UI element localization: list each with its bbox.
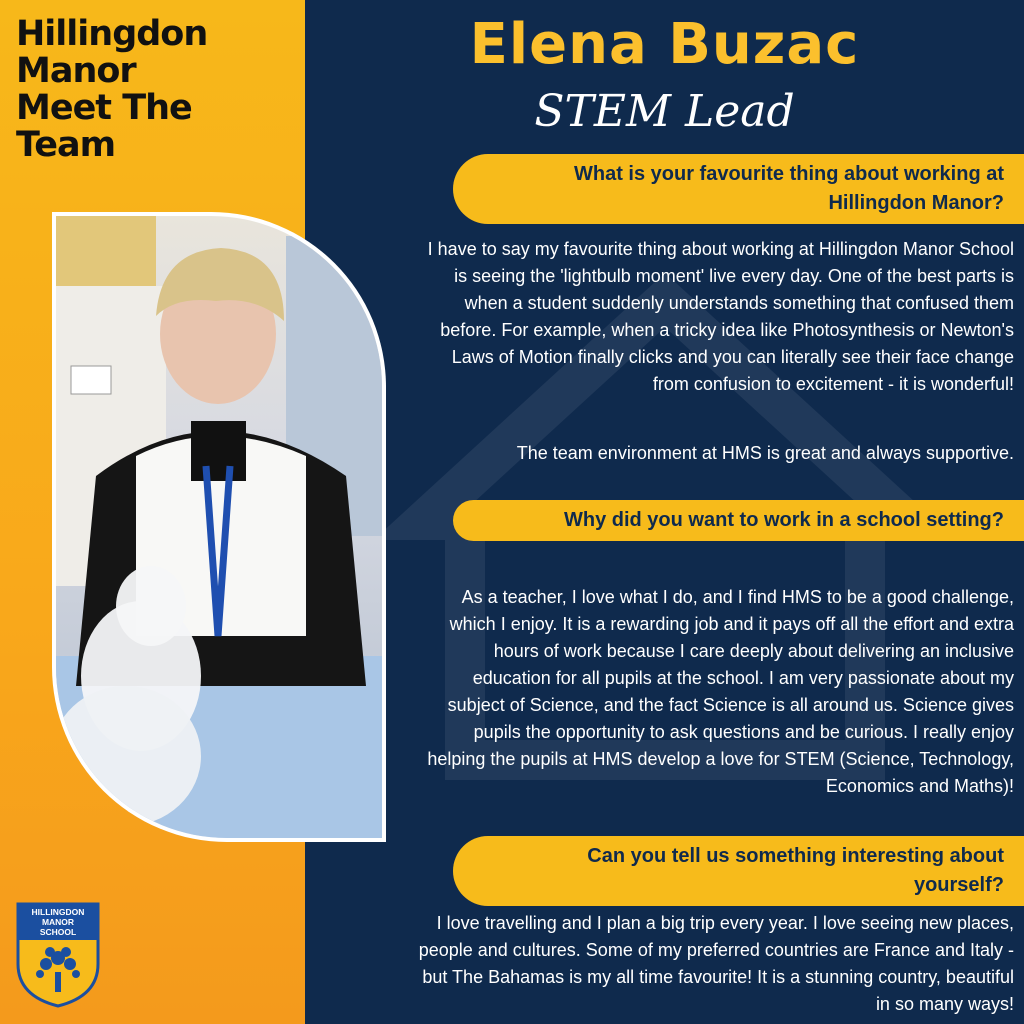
answer-text: I have to say my favourite thing about working at Hillingdon Manor School is seeing the 'lightbulb moment' live every day. One of the best parts is when a student suddenly understands something that confused them before. For example, when a tricky idea like Photosynthesis or Newton's Laws of Motion finally clicks and you can literally see their face change from confusion to excitement - it is wonderful! <box>427 239 1014 394</box>
brand-title <box>16 16 296 164</box>
answer-text: The team environment at HMS is great and always supportive. <box>516 443 1014 463</box>
question-banner: Can you tell us something interesting about yourself? <box>453 836 1024 906</box>
staff-name: Elena Buzac <box>469 12 860 77</box>
question-banner: Why did you want to work in a school setting? <box>453 500 1024 541</box>
staff-photo-illustration <box>56 216 382 838</box>
photo-frame <box>52 212 386 842</box>
brand-title-line: Meet The <box>16 88 192 128</box>
staff-photo <box>56 216 382 838</box>
brand-title-line: Manor <box>16 51 136 91</box>
answer-text: As a teacher, I love what I do, and I find HMS to be a good challenge, which I enjoy. It is a rewarding job and it pays off all the effort and extra hours of work because I care deeply about delivering an inclusive education for all pupils at the school. I am very passionate about my subject of Science, and the fact Science is all around us. Science gives pupils the opportunity to ask questions and be curious. I really enjoy helping the pupils at HMS develop a love for STEM (Science, Technology, Economics and Maths)! <box>427 587 1014 796</box>
logo-text: MANOR <box>41 917 75 927</box>
brand-title-line: Team <box>16 125 116 165</box>
school-logo <box>16 902 100 1008</box>
logo-text: HILLINGDON <box>31 907 85 917</box>
answer-text: I love travelling and I plan a big trip every year. I love seeing new places, people and cultures. Some of my preferred countries are France and Italy - but The Bahamas is my all time favourite! It is a stunning country, beautiful in so many ways! <box>418 913 1014 1014</box>
question-banner: What is your favourite thing about working at Hillingdon Manor? <box>453 154 1024 224</box>
staff-role: STEM Lead <box>534 86 795 137</box>
brand-title-line: Hillingdon <box>16 14 208 54</box>
logo-text: SCHOOL <box>39 927 77 937</box>
